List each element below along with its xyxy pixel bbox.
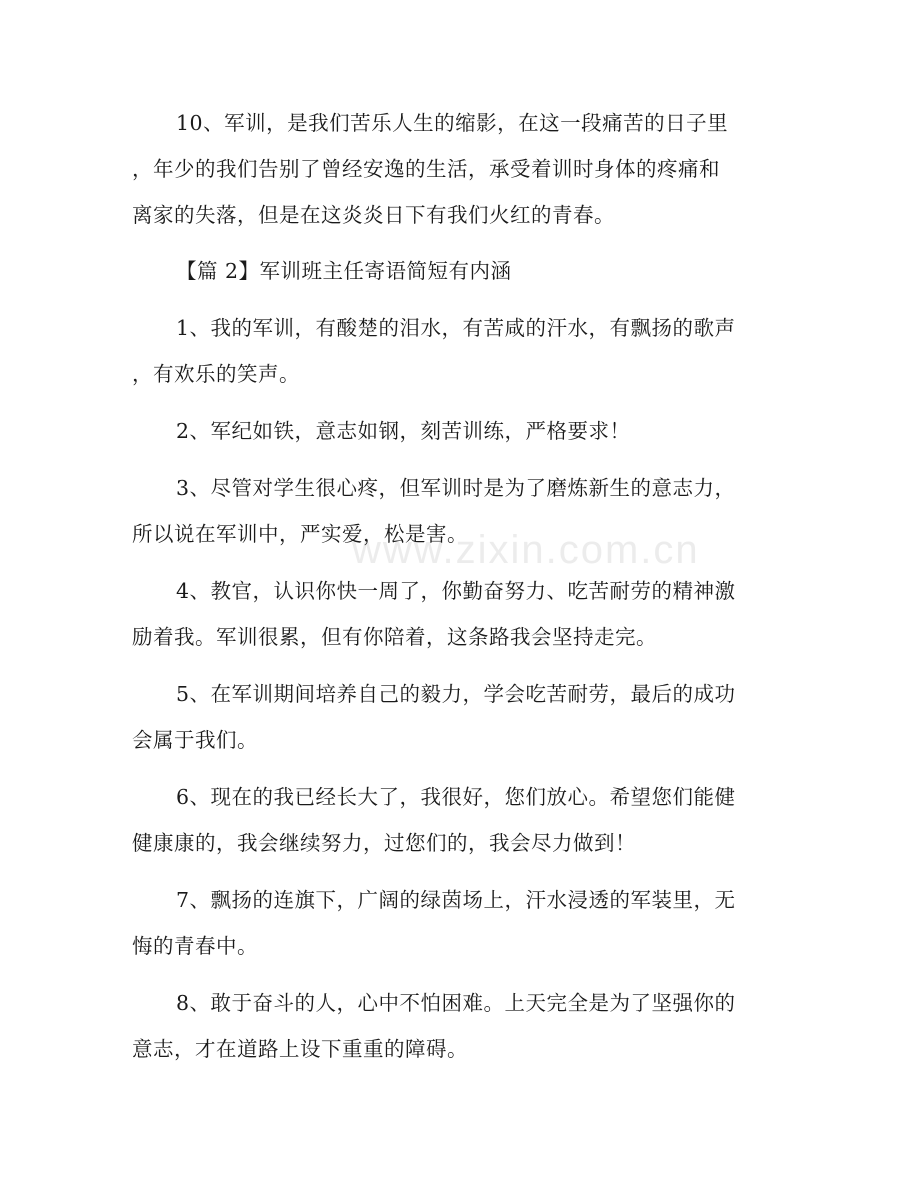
text-line: 悔的青春中。	[132, 934, 258, 958]
text-line: ，有欢乐的笑声。	[132, 362, 300, 386]
text-line: 6、现在的我已经长大了，我很好，您们放心。希望您们能健	[176, 785, 736, 809]
text-line: 离家的失落，但是在这炎炎日下有我们火红的青春。	[132, 203, 615, 227]
text-line: 7、飘扬的连旗下，广阔的绿茵场上，汗水浸透的军装里，无	[176, 888, 736, 912]
text-line: ，年少的我们告别了曾经安逸的生活，承受着训时身体的疼痛和	[132, 157, 720, 181]
text-line: 10、军训，是我们苦乐人生的缩影，在这一段痛苦的日子里	[176, 111, 729, 135]
text-line: 1、我的军训，有酸楚的泪水，有苦咸的汗水，有飘扬的歌声	[176, 316, 736, 340]
text-line: 意志，才在道路上设下重重的障碍。	[132, 1037, 468, 1061]
text-line: 会属于我们。	[132, 728, 258, 752]
text-line: 所以说在军训中，严实爱，松是害。	[132, 522, 468, 546]
section-heading: 【篇 2】军训班主任寄语简短有内涵	[176, 259, 512, 283]
text-line: 健康康的，我会继续努力，过您们的，我会尽力做到！	[132, 831, 636, 855]
text-line: 5、在军训期间培养自己的毅力，学会吃苦耐劳，最后的成功	[176, 682, 736, 706]
text-line: 2、军纪如铁，意志如钢，刻苦训练，严格要求！	[176, 419, 631, 443]
watermark: www.zixin.com.cn	[352, 528, 700, 572]
text-line: 4、教官，认识你快一周了，你勤奋努力、吃苦耐劳的精神激	[176, 579, 736, 603]
text-line: 3、尽管对学生很心疼，但军训时是为了磨炼新生的意志力，	[176, 476, 736, 500]
text-line: 8、敢于奋斗的人，心中不怕困难。上天完全是为了坚强你的	[176, 991, 736, 1015]
text-line: 励着我。军训很累，但有你陪着，这条路我会坚持走完。	[132, 625, 657, 649]
